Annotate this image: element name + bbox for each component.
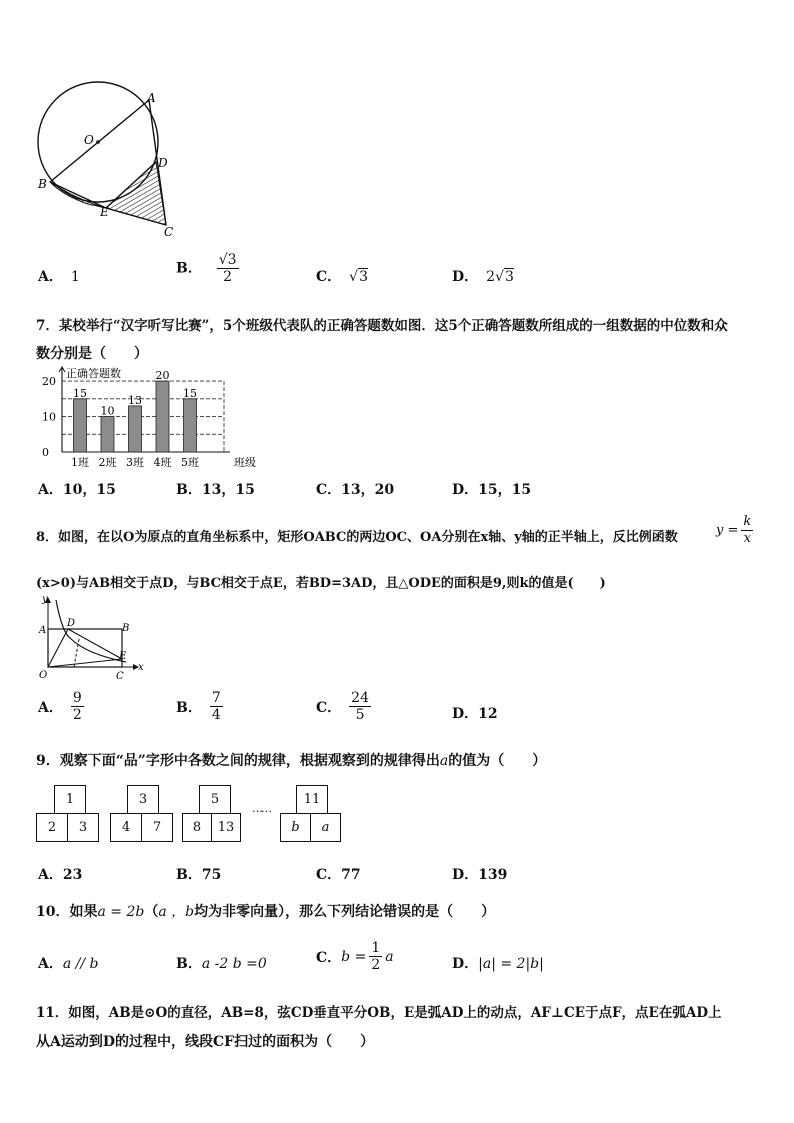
fig6-label-a: A xyxy=(147,91,156,105)
pin-4-right: a xyxy=(310,813,341,842)
x-tick-label-1: 1班 xyxy=(71,456,89,469)
q8-option-b[interactable]: B． $\frac{7}{4}$ xyxy=(176,690,221,723)
q9-option-a[interactable]: A．23 xyxy=(38,867,83,883)
q10-option-a[interactable]: A．a // b xyxy=(38,956,99,972)
data-label-2: 10 xyxy=(100,404,115,418)
y-axis-label: 正确答题数 xyxy=(66,367,121,380)
fig8-label-a: A xyxy=(39,625,47,636)
pin-4-left: b xyxy=(280,813,311,842)
q7-option-d[interactable]: D．15，15 xyxy=(452,482,532,498)
q10-option-d[interactable]: D．|a| = 2|b| xyxy=(452,956,544,972)
q11-stem-line2: 从A运动到D的过程中，线段CF扫过的面积为（ ） xyxy=(36,1034,375,1050)
bar-4 xyxy=(156,381,169,452)
fig8-label-d: D xyxy=(67,618,76,629)
bar-5 xyxy=(184,399,197,452)
q8-stem-line2: (x>0)与AB相交于点D，与BC相交于点E，若BD=3AD，且△ODE的面积是9,则k的值是( ) xyxy=(36,576,606,591)
x-tick-label-2: 2班 xyxy=(98,456,117,469)
fig8-label-x: x xyxy=(138,662,144,673)
q9-option-b[interactable]: B．75 xyxy=(176,867,222,883)
pin-1-right: 3 xyxy=(67,813,99,842)
pin-2-right: 7 xyxy=(141,813,173,842)
q10-option-c[interactable]: C． b = $\frac{1}{2}$ a xyxy=(316,940,394,973)
q8-option-d[interactable]: D．12 xyxy=(452,706,498,722)
x-tick-label-5: 5班 xyxy=(181,456,199,469)
pin-2-left: 4 xyxy=(110,813,142,842)
pin-3-left: 8 xyxy=(182,813,212,842)
fig8-label-y: y xyxy=(42,594,48,605)
fig8-label-b: B xyxy=(122,623,130,634)
y-tick-label-0: 0 xyxy=(42,446,49,459)
q6-option-a[interactable]: A． 1 xyxy=(38,269,80,285)
data-label-1: 15 xyxy=(73,386,87,400)
q6-option-c[interactable]: C． √3 xyxy=(316,269,368,285)
q9-option-c[interactable]: C．77 xyxy=(316,867,361,883)
q8-option-a[interactable]: A． $\frac{9}{2}$ xyxy=(38,690,82,723)
q10-stem: 10．如果a = 2b（a ，b均为非零向量），那么下列结论错误的是（ ） xyxy=(36,904,496,920)
fig8-label-c: C xyxy=(116,671,124,682)
x-axis-label: 班级 xyxy=(234,456,256,469)
x-tick-label-4: 4班 xyxy=(153,456,172,469)
fig8-label-o: O xyxy=(39,670,48,681)
q7-option-a[interactable]: A．10，15 xyxy=(38,482,116,498)
fig6-label-c: C xyxy=(164,225,174,239)
data-label-3: 13 xyxy=(128,393,142,407)
q9-stem: 9．观察下面“品”字形中各数之间的规律，根据观察到的规律得出a的值为（ ） xyxy=(36,753,547,769)
y-tick-label-1: 10 xyxy=(42,410,56,424)
bar-1 xyxy=(74,399,87,452)
bar-chart xyxy=(36,366,256,474)
q9-option-d[interactable]: D．139 xyxy=(452,867,508,883)
fig8-label-e: E xyxy=(119,651,127,662)
q11-stem-line1: 11．如图，AB是⊙O的直径，AB=8，弦CD垂直平分OB，E是弧AD上的动点，AF⊥CE于点F，点E在弧AD上 xyxy=(36,1005,722,1021)
data-label-4: 20 xyxy=(155,369,170,383)
pin-1-top: 1 xyxy=(54,785,86,814)
fig6-label-e: E xyxy=(100,205,109,219)
pin-4-top: 11 xyxy=(296,785,328,814)
bar-2 xyxy=(101,417,114,452)
pin-1-left: 2 xyxy=(36,813,68,842)
q7-stem-line1: 7．某校举行“汉字听写比赛”，5个班级代表队的正确答题数如图．这5个正确答题数所组成的一组数据的中位数和众 xyxy=(36,318,728,334)
circle-figure xyxy=(28,80,188,245)
fig6-label-b: B xyxy=(38,177,47,191)
q8-stem-line1: 8．如图，在以O为原点的直角坐标系中，矩形OABC的两边OC、OA分别在x轴、y轴的正半轴上，反比例函数 xyxy=(36,530,678,545)
q7-stem-line2: 数分别是（ ） xyxy=(36,346,148,362)
data-label-5: 15 xyxy=(183,386,197,400)
y-tick-label-2: 20 xyxy=(42,375,56,389)
pin-3-top: 5 xyxy=(199,785,231,814)
fig6-label-d: D xyxy=(158,156,168,170)
q6-option-d[interactable]: D． 2√3 xyxy=(452,269,514,285)
bar-3 xyxy=(129,406,142,452)
q7-option-b[interactable]: B．13，15 xyxy=(176,482,255,498)
coordinate-figure xyxy=(36,592,146,682)
q7-option-c[interactable]: C．13，20 xyxy=(316,482,395,498)
q8-option-c[interactable]: C． $\frac{24}{5}$ xyxy=(316,690,369,723)
pin-2-top: 3 xyxy=(127,785,159,814)
pin-3-right: 13 xyxy=(211,813,241,842)
q10-option-b[interactable]: B．a -2 b =0 xyxy=(176,956,267,972)
fig6-label-o: O xyxy=(84,133,94,147)
x-tick-label-3: 3班 xyxy=(126,456,144,469)
q8-function: y = $\frac{k}{x}$ xyxy=(716,514,752,546)
pin-ellipsis: …… xyxy=(252,802,270,815)
q6-option-b[interactable]: B． $\frac{√3}{2}$ xyxy=(176,252,237,285)
